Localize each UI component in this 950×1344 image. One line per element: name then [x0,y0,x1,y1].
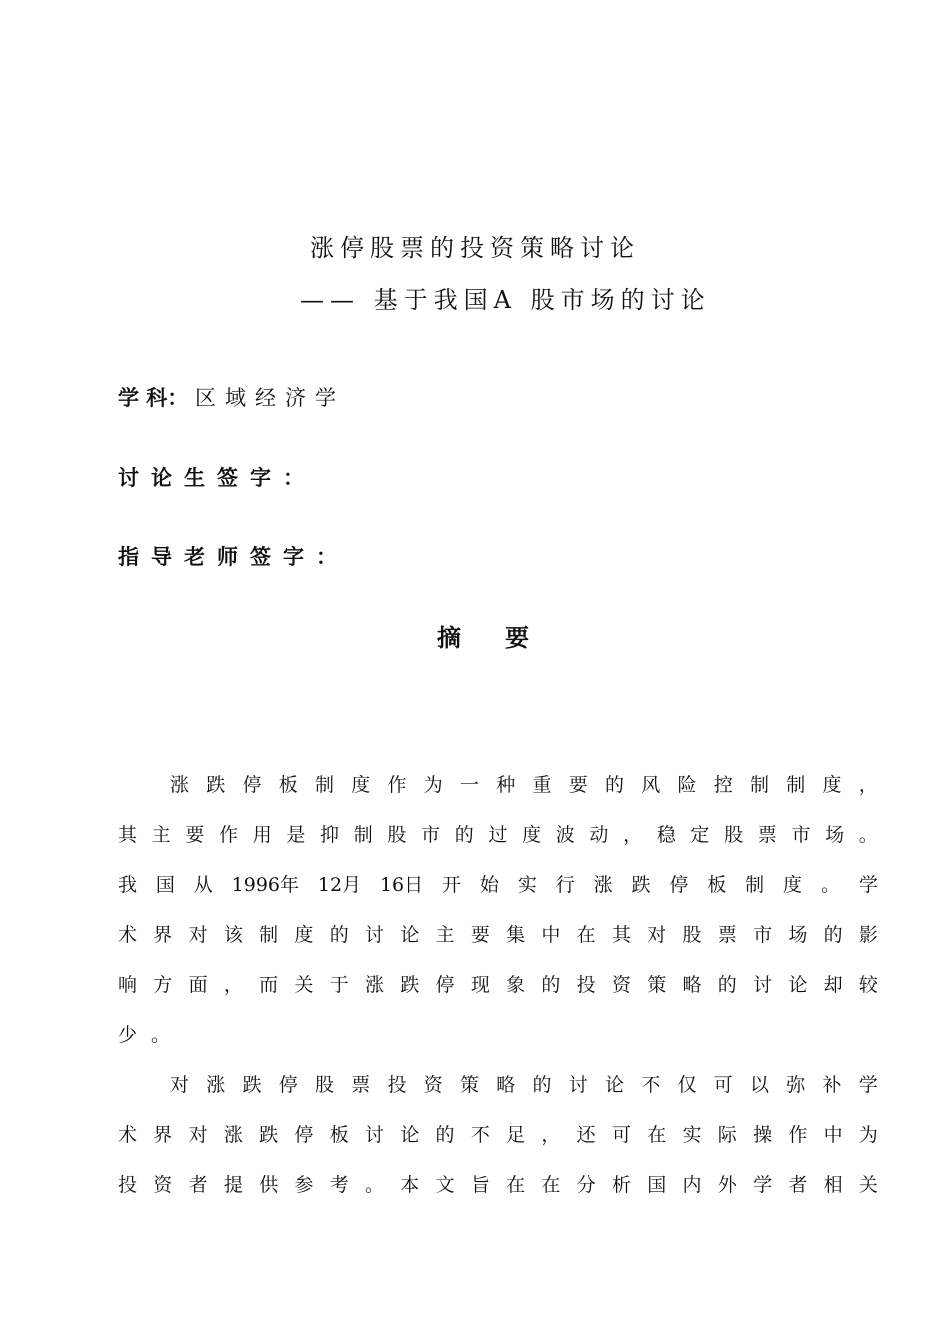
paragraph-line: 我 国 从 1996年 12月 16日 开 始 实 行 涨 跌 停 板 制 度 。 学 [118,874,878,896]
student-signature-field [118,462,316,492]
paragraph-line: 响 方 面 ， 而 关 于 涨 跌 停 现 象 的 投 资 策 略 的 讨 论 却 较 [118,974,878,996]
document-subtitle: —— 基于我国A 股市场的讨论 [300,286,711,314]
abstract-heading: 摘要 [437,624,573,652]
subject-value: 区域经济学 [195,386,345,410]
advisor-signature-field [118,541,349,571]
paragraph-line: 少 。 [118,1024,171,1046]
paragraph-line: 涨 跌 停 板 制 度 作 为 一 种 重 要 的 风 险 控 制 制 度 ， [170,774,878,796]
paragraph-line: 术 界 对 该 制 度 的 讨 论 主 要 集 中 在 其 对 股 票 市 场 的 影 [118,924,878,946]
advisor-signature-label: 指导老师签字： [118,545,349,569]
paragraph-line: 投 资 者 提 供 参 考 。 本 文 旨 在 在 分 析 国 内 外 学 者 相 关 [118,1174,878,1196]
subject-field [118,382,345,412]
abstract-paragraph-2 [118,1060,878,1210]
student-signature-label: 讨论生签字： [118,466,316,490]
abstract-paragraph-1 [118,760,878,1060]
paragraph-line: 对 涨 跌 停 股 票 投 资 策 略 的 讨 论 不 仅 可 以 弥 补 学 [170,1074,878,1096]
paragraph-line: 其 主 要 作 用 是 抑 制 股 市 的 过 度 波 动 ， 稳 定 股 票 市 场 。 [118,824,878,846]
paragraph-line: 术 界 对 涨 跌 停 板 讨 论 的 不 足 ， 还 可 在 实 际 操 作 中 为 [118,1124,878,1146]
document-title: 涨停股票的投资策略讨论 [310,234,640,262]
subject-label: 学 科： [118,386,189,410]
